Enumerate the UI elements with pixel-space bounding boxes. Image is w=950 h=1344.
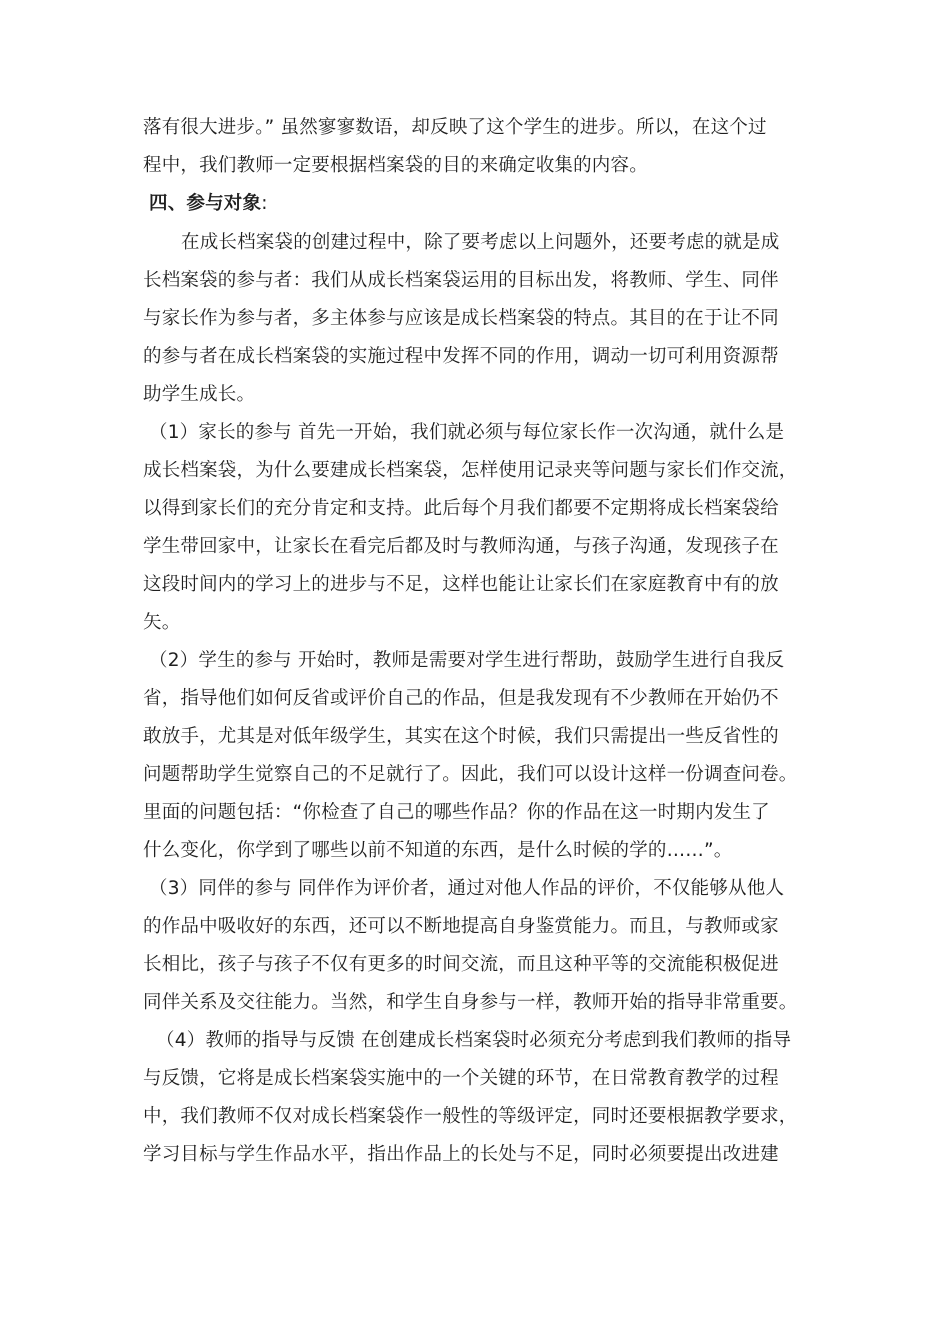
text-line: 长档案袋的参与者：我们从成长档案袋运用的目标出发，将教师、学生、同伴: [143, 270, 779, 291]
text-line: 矢。: [143, 612, 181, 633]
text-line: 成长档案袋，为什么要建成长档案袋，怎样使用记录夹等问题与家长们作交流，: [143, 460, 798, 481]
text-line: 落有很大进步。” 虽然寥寥数语，却反映了这个学生的进步。所以，在这个过: [143, 117, 767, 138]
text-line: 学习目标与学生作品水平，指出作品上的长处与不足，同时必须要提出改进建: [143, 1144, 779, 1165]
section-heading-colon: :: [261, 193, 268, 214]
text-line: 敢放手，尤其是对低年级学生，其实在这个时候，我们只需提出一些反省性的: [143, 726, 779, 747]
text-line: 同伴关系及交往能力。当然，和学生自身参与一样，教师开始的指导非常重要。: [143, 992, 798, 1013]
text-line: 问题帮助学生觉察自己的不足就行了。因此，我们可以设计这样一份调查问卷。: [143, 764, 798, 785]
text-line: （2）学生的参与 开始时，教师是需要对学生进行帮助，鼓励学生进行自我反: [149, 650, 785, 671]
text-line: 的作品中吸收好的东西，还可以不断地提高自身鉴赏能力。而且，与教师或家: [143, 916, 779, 937]
text-line: 与家长作为参与者，多主体参与应该是成长档案袋的特点。其目的在于让不同: [143, 308, 779, 329]
text-line: （4）教师的指导与反馈 在创建成长档案袋时必须充分考虑到我们教师的指导: [156, 1030, 792, 1051]
text-line: 长相比，孩子与孩子不仅有更多的时间交流，而且这种平等的交流能积极促进: [143, 954, 779, 975]
text-line: （1）家长的参与 首先一开始，我们就必须与每位家长作一次沟通，就什么是: [149, 422, 785, 443]
text-line: 以得到家长们的充分肯定和支持。此后每个月我们都要不定期将成长档案袋给: [143, 498, 779, 519]
text-line: 在成长档案袋的创建过程中，除了要考虑以上问题外，还要考虑的就是成: [181, 232, 780, 253]
text-line: （3）同伴的参与 同伴作为评价者，通过对他人作品的评价，不仅能够从他人: [149, 878, 785, 899]
text-line: 程中，我们教师一定要根据档案袋的目的来确定收集的内容。: [143, 155, 648, 176]
text-line: 里面的问题包括：“你检查了自己的哪些作品？你的作品在这一时期内发生了: [143, 802, 770, 823]
text-line: 学生带回家中，让家长在看完后都及时与教师沟通，与孩子沟通，发现孩子在: [143, 536, 779, 557]
text-line: 省，指导他们如何反省或评价自己的作品，但是我发现有不少教师在开始仍不: [143, 688, 779, 709]
section-heading: [149, 192, 268, 216]
text-line: 与反馈，它将是成长档案袋实施中的一个关键的环节，在日常教育教学的过程: [143, 1068, 779, 1089]
text-line: 助学生成长。: [143, 384, 256, 405]
section-heading-text: 四、参与对象: [149, 193, 262, 214]
text-line: 这段时间内的学习上的进步与不足，这样也能让让家长们在家庭教育中有的放: [143, 574, 779, 595]
text-line: 的参与者在成长档案袋的实施过程中发挥不同的作用，调动一切可利用资源帮: [143, 346, 779, 367]
text-line: 什么变化，你学到了哪些以前不知道的东西，是什么时候的学的……”。: [143, 840, 733, 861]
text-line: 中，我们教师不仅对成长档案袋作一般性的等级评定，同时还要根据教学要求，: [143, 1106, 798, 1127]
